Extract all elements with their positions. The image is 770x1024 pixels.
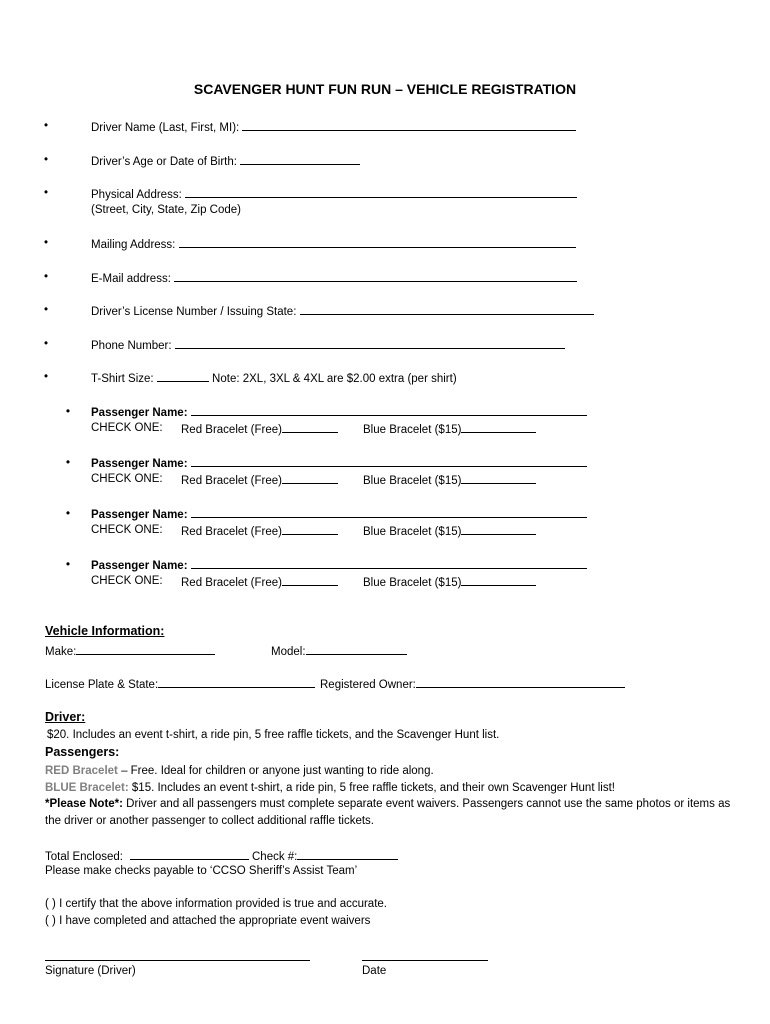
passenger-3-name-field[interactable] (191, 506, 587, 518)
passenger-1-name-field[interactable] (191, 404, 587, 416)
payable-text: Please make checks payable to ‘CCSO Sheriff’s Assist Team’ (45, 865, 358, 877)
plate-row (45, 676, 315, 692)
passenger-2-name-row (91, 455, 587, 471)
total-label: Total Enclosed: (45, 851, 123, 863)
passenger-name-label: Passenger Name: (91, 560, 188, 572)
passenger-3-blue-option (363, 523, 536, 539)
check-number-field[interactable] (297, 848, 398, 860)
passenger-1-blue-field[interactable] (461, 421, 536, 433)
red-bracelet-label: Red Bracelet (Free) (181, 424, 282, 436)
blue-bracelet-label: Blue Bracelet ($15) (363, 424, 462, 436)
bullet-icon: • (43, 237, 49, 249)
passenger-4-check-one: CHECK ONE: (91, 575, 163, 587)
passenger-4-blue-option (363, 574, 536, 590)
passenger-1-red-option (181, 421, 338, 437)
make-row (45, 643, 215, 659)
physical-address-row (91, 186, 577, 202)
date-line[interactable] (362, 960, 488, 961)
passenger-2-red-option (181, 472, 338, 488)
passenger-2-name-field[interactable] (191, 455, 587, 467)
passenger-2-check-one: CHECK ONE: (91, 473, 163, 485)
passenger-3-red-option (181, 523, 338, 539)
passenger-name-label: Passenger Name: (91, 407, 188, 419)
owner-label: Registered Owner: (320, 679, 416, 691)
signature-line[interactable] (45, 960, 310, 961)
passenger-4-name-field[interactable] (191, 557, 587, 569)
model-label: Model: (271, 646, 306, 658)
passengers-heading: Passengers: (45, 745, 120, 759)
mailing-address-row (91, 236, 576, 252)
signature-label: Signature (Driver) (45, 965, 136, 977)
blue-bracelet-label: Blue Bracelet ($15) (363, 526, 462, 538)
bullet-icon: • (43, 271, 49, 283)
red-bracelet-label: Red Bracelet (Free) (181, 475, 282, 487)
certify-checkbox-2[interactable]: ( ) (45, 915, 56, 927)
make-field[interactable] (76, 643, 215, 655)
passenger-2-blue-option (363, 472, 536, 488)
license-field[interactable] (300, 303, 594, 315)
physical-address-label: Physical Address: (91, 189, 182, 201)
certify-row-1 (45, 897, 387, 911)
bullet-icon: • (43, 154, 49, 166)
driver-age-row (91, 153, 360, 169)
driver-age-label: Driver’s Age or Date of Birth: (91, 156, 237, 168)
email-field[interactable] (174, 270, 577, 282)
make-label: Make: (45, 646, 77, 658)
red-bracelet-info (45, 764, 434, 778)
passenger-1-check-one: CHECK ONE: (91, 422, 163, 434)
tshirt-note: Note: 2XL, 3XL & 4XL are $2.00 extra (per shirt) (212, 373, 457, 385)
owner-row (320, 676, 625, 692)
total-field[interactable] (130, 848, 249, 860)
bullet-icon: • (65, 455, 71, 469)
tshirt-label: T-Shirt Size: (91, 373, 154, 385)
certify-checkbox-1[interactable]: ( ) (45, 898, 56, 910)
physical-address-hint: (Street, City, State, Zip Code) (91, 204, 241, 216)
certify-text-1: I certify that the above information provided is true and accurate. (59, 898, 387, 910)
mailing-address-label: Mailing Address: (91, 239, 176, 251)
bullet-icon: • (43, 371, 49, 383)
license-row (91, 303, 594, 319)
phone-field[interactable] (175, 337, 565, 349)
passenger-3-red-field[interactable] (282, 523, 338, 535)
vehicle-heading: Vehicle Information: (45, 624, 165, 638)
passenger-1-red-field[interactable] (282, 421, 338, 433)
red-bracelet-label: Red Bracelet (Free) (181, 526, 282, 538)
passenger-1-name-row (91, 404, 587, 420)
bullet-icon: • (43, 304, 49, 316)
driver-age-field[interactable] (240, 153, 360, 165)
driver-fee-text: $20. Includes an event t-shirt, a ride pin, 5 free raffle tickets, and the Scavenger Hunt list. (47, 729, 500, 741)
driver-name-label: Driver Name (Last, First, MI): (91, 122, 240, 134)
passenger-name-label: Passenger Name: (91, 509, 188, 521)
blue-bracelet-label: Blue Bracelet ($15) (363, 577, 462, 589)
note-term: *Please Note*: (45, 798, 123, 810)
passenger-4-blue-field[interactable] (461, 574, 536, 586)
passenger-name-label: Passenger Name: (91, 458, 188, 470)
tshirt-size-field[interactable] (157, 370, 209, 382)
driver-heading: Driver: (45, 710, 86, 724)
tshirt-row (91, 370, 457, 386)
bullet-icon: • (65, 506, 71, 520)
blue-bracelet-info (45, 781, 615, 795)
bullet-icon: • (43, 187, 49, 199)
model-field[interactable] (306, 643, 407, 655)
blue-bracelet-label: Blue Bracelet ($15) (363, 475, 462, 487)
passenger-1-blue-option (363, 421, 536, 437)
passenger-4-red-field[interactable] (282, 574, 338, 586)
check-label: Check #: (252, 851, 298, 863)
note-info (45, 797, 730, 811)
certify-row-2 (45, 914, 370, 928)
passenger-4-red-option (181, 574, 338, 590)
phone-row (91, 337, 565, 353)
phone-label: Phone Number: (91, 340, 172, 352)
blue-bracelet-text: $15. Includes an event t-shirt, a ride pin, 5 free raffle tickets, and their own Scavenger Hunt list! (128, 782, 615, 794)
bullet-icon: • (43, 338, 49, 350)
red-bracelet-label: Red Bracelet (Free) (181, 577, 282, 589)
red-bracelet-text: – Free. Ideal for children or anyone just wanting to ride along. (117, 765, 434, 777)
total-row (45, 848, 249, 864)
physical-address-field[interactable] (185, 186, 577, 198)
bullet-icon: • (65, 557, 71, 571)
red-bracelet-term: RED Bracelet (45, 765, 118, 777)
plate-field[interactable] (158, 676, 315, 688)
plate-label: License Plate & State: (45, 679, 159, 691)
passenger-3-name-row (91, 506, 587, 522)
bullet-icon: • (43, 120, 49, 132)
note-text: Driver and all passengers must complete separate event waivers. Passengers cannot use the same photos or items as (122, 798, 731, 810)
bullet-icon: • (65, 404, 71, 418)
form-title: SCAVENGER HUNT FUN RUN – VEHICLE REGISTRATION (193, 81, 577, 97)
driver-name-field[interactable] (242, 119, 576, 131)
check-row (252, 848, 398, 864)
certify-text-2: I have completed and attached the appropriate event waivers (59, 915, 371, 927)
passenger-2-blue-field[interactable] (461, 472, 536, 484)
email-row (91, 270, 577, 286)
email-label: E-Mail address: (91, 273, 171, 285)
passenger-4-name-row (91, 557, 587, 573)
passenger-2-red-field[interactable] (282, 472, 338, 484)
mailing-address-field[interactable] (179, 236, 576, 248)
date-label: Date (362, 965, 387, 977)
license-label: Driver’s License Number / Issuing State: (91, 306, 297, 318)
driver-name-row (91, 119, 576, 135)
passenger-3-check-one: CHECK ONE: (91, 524, 163, 536)
model-row (271, 643, 407, 659)
note-text-continued: the driver or another passenger to collect additional raffle tickets. (45, 815, 374, 827)
blue-bracelet-term: BLUE Bracelet: (45, 782, 129, 794)
owner-field[interactable] (416, 676, 625, 688)
passenger-3-blue-field[interactable] (461, 523, 536, 535)
